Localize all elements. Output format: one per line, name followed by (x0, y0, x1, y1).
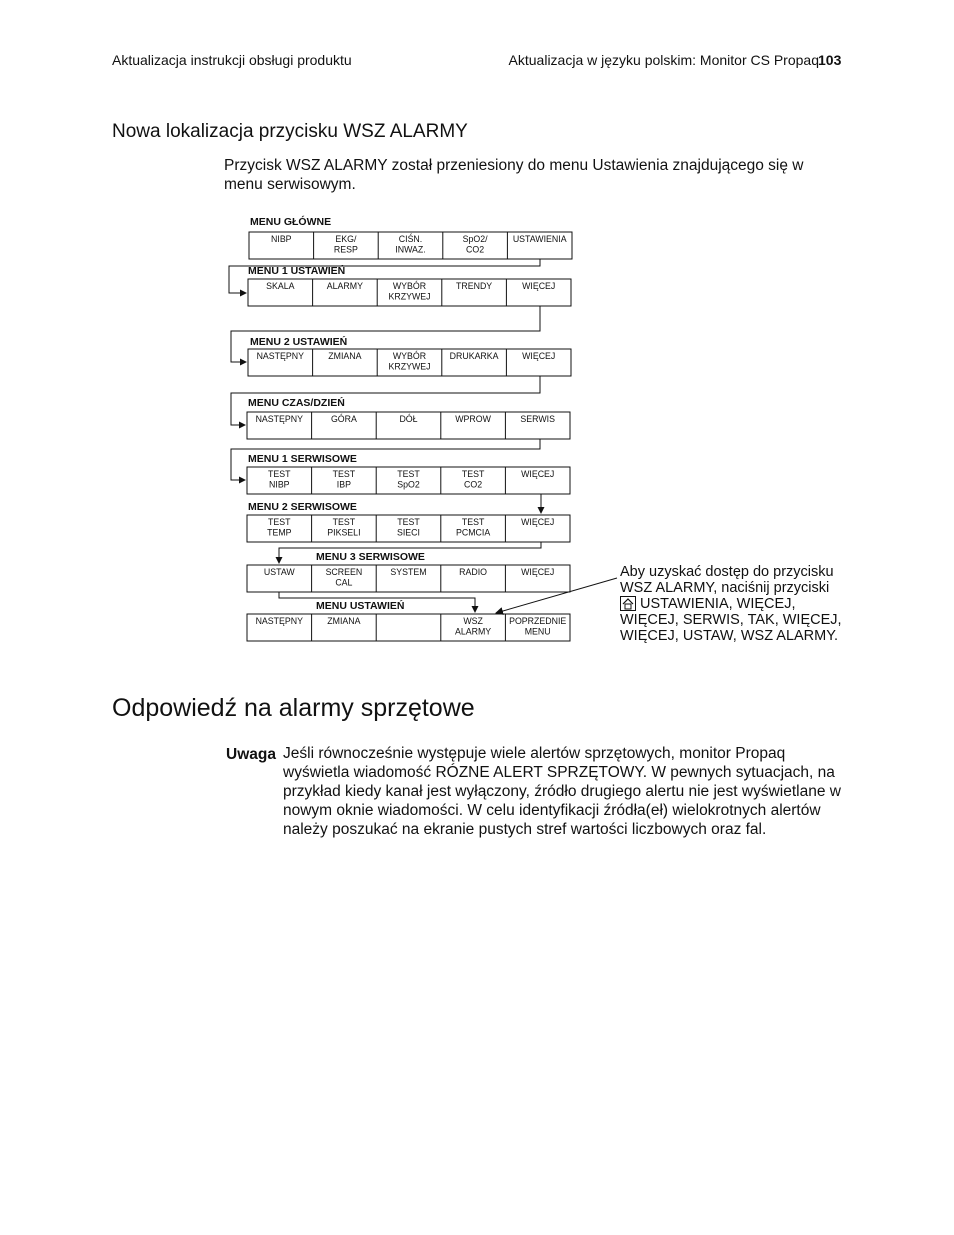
menu-button-label: ALARMY (326, 281, 363, 291)
note-text: Jeśli równocześnie występuje wiele alertów sprzętowych, monitor Propaq wyświetla wiadomość RÓZNE ALERT SPRZĘTOWY. W pewnych sytuacjach, na przykład kiedy kanał jest wyłączony, źródło drugiego alertu nie jest wyświetlane w nowym oknie wiadomości. W celu identyfikacji źródła(eł) wielokrotnych alertów należy poszukać na ekranie pustych stref wartości liczbowych oraz fal. (283, 745, 841, 838)
menu-button-label: KRZYWEJ (388, 291, 431, 302)
menu-button-label: WYBÓR (392, 281, 427, 291)
menu-button-label: WYBÓR (392, 351, 427, 361)
section2-title: Odpowiedź na alarmy sprzętowe (112, 694, 475, 722)
menu-button-label: ZMIANA (327, 616, 361, 626)
header-right: Aktualizacja w języku polskim: Monitor CS Propaq (508, 52, 819, 68)
menu-button-label: SIECI (397, 527, 420, 538)
menu-button-label: CAL (335, 577, 353, 588)
header-left: Aktualizacja instrukcji obsługi produktu (112, 52, 352, 68)
menu-button-label: SKALA (266, 281, 295, 291)
menu-button-label: ALARMY (455, 626, 492, 637)
menu-button-label: KRZYWEJ (388, 361, 431, 372)
menu-title: MENU USTAWIEŃ (316, 600, 405, 612)
menu-button-label: TEST (332, 517, 356, 527)
menu-button-label: RESP (333, 244, 358, 255)
menu-button-label: TEST (268, 469, 291, 479)
menu-button-label: NIBP (271, 234, 292, 244)
menu-title: MENU 1 USTAWIEŃ (248, 265, 346, 277)
menu-button-label: DRUKARKA (449, 351, 499, 361)
menu-button-label: CIŚN. (398, 234, 423, 244)
menu-button-label: MENU (524, 626, 551, 637)
menu-button-label: WIĘCEJ (522, 351, 556, 361)
menu-button-label: CO2 (464, 479, 483, 490)
callout-arrow (490, 570, 625, 620)
menu-title: MENU 2 SERWISOWE (248, 501, 357, 513)
menu-button-label: POPRZEDNIE (509, 616, 567, 626)
menu-button-label: SCREEN (325, 567, 363, 577)
menu-button-label: NASTĘPNY (255, 616, 304, 626)
menu-button-label: PCMCIA (455, 527, 491, 538)
menu-button-label: SpO2/ (462, 234, 488, 244)
menu-button-label: WIĘCEJ (521, 567, 555, 577)
menu-button-label: WPROW (455, 414, 491, 424)
intro-paragraph: Przycisk WSZ ALARMY został przeniesiony do menu Ustawienia znajdującego się w menu serwisowym. (224, 157, 804, 193)
menu-button-label: SERWIS (520, 414, 555, 424)
menu-title: MENU GŁÓWNE (250, 216, 332, 228)
menu-button-label: GÓRA (330, 414, 357, 424)
menu-button-label: TRENDY (456, 281, 493, 291)
menu-button-label: TEST (332, 469, 356, 479)
menu-title: MENU 2 USTAWIEŃ (250, 336, 348, 348)
menu-button-label: USTAWIENIA (512, 234, 567, 244)
menu-button-label: TEST (397, 517, 420, 527)
note-label: Uwaga (226, 746, 276, 763)
menu-button-label: CO2 (466, 244, 485, 255)
menu-title: MENU 3 SERWISOWE (316, 551, 425, 563)
menu-button-label: TEMP (267, 527, 292, 538)
menu-button-label: NASTĘPNY (256, 351, 305, 361)
menu-button-label: WSZ (463, 616, 483, 626)
menu-button-label: DÓŁ (399, 414, 418, 424)
menu-button-label: INWAZ. (395, 244, 426, 255)
menu-button-label: SYSTEM (390, 567, 427, 577)
menu-button-label: PIKSELI (327, 527, 361, 538)
menu-button-label: TEST (461, 517, 485, 527)
menu-button-label: RADIO (459, 567, 488, 577)
menu-button-label: TEST (397, 469, 420, 479)
menu-button-label: USTAW (263, 567, 295, 577)
callout-after-icon: USTAWIENIA, WIĘCEJ, WIĘCEJ, SERWIS, TAK, WIĘCEJ, WIĘCEJ, USTAW, WSZ ALARMY. (620, 596, 842, 644)
home-icon (620, 596, 636, 611)
menu-title: MENU 1 SERWISOWE (248, 453, 357, 465)
callout-before-icon: Aby uzyskać dostęp do przycisku WSZ ALARMY, naciśnij przyciski (620, 564, 834, 596)
section-title: Nowa lokalizacja przycisku WSZ ALARMY (112, 121, 468, 142)
menu-button-label: IBP (336, 479, 351, 490)
callout-text (620, 565, 850, 645)
menu-button-label: ZMIANA (328, 351, 362, 361)
menu-button-label: TEST (461, 469, 485, 479)
menu-title: MENU CZAS/DZIEŃ (248, 397, 345, 409)
menu-button-label: EKG/ (335, 234, 357, 244)
menu-button-label: WIĘCEJ (521, 469, 555, 479)
menu-button-label: WIĘCEJ (521, 517, 555, 527)
menu-button-label: WIĘCEJ (522, 281, 556, 291)
menu-button-label: SpO2 (397, 479, 420, 490)
menu-button-label: TEST (268, 517, 291, 527)
menu-button-label: NIBP (269, 479, 290, 490)
page-number: 103 (818, 52, 842, 68)
menu-button-label: NASTĘPNY (255, 414, 304, 424)
